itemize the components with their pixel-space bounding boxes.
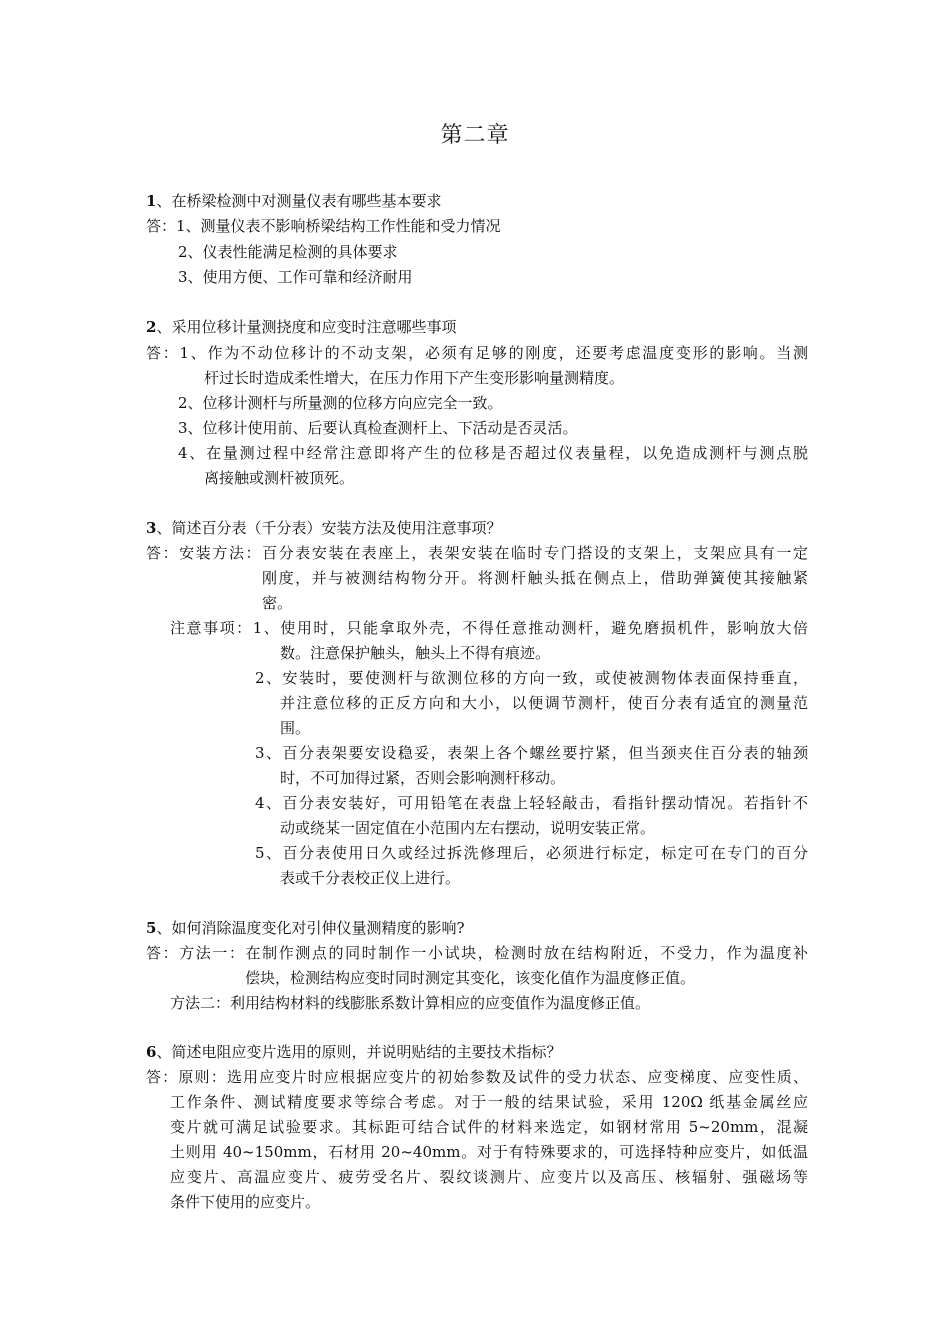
answer-line: 2、安装时，要使测杆与欲测位移的方向一致，或使被测物体表面保持垂直， bbox=[255, 669, 808, 687]
answer-line: 偿块，检测结构应变时同时测定其变化，该变化值作为温度修正值。 bbox=[245, 969, 696, 987]
question-6: 6、简述电阻应变片选用的原则，并说明贴结的主要技术指标？ bbox=[146, 1043, 562, 1061]
question-2: 2、采用位移计量测挠度和应变时注意哪些事项 bbox=[146, 318, 457, 336]
question-3: 3、简述百分表（千分表）安装方法及使用注意事项？ bbox=[146, 519, 502, 537]
answer-line: 3、位移计使用前、后要认真检查测杆上、下活动是否灵活。 bbox=[178, 419, 578, 437]
answer-line: 3、百分表架要安设稳妥，表架上各个螺丝要拧紧，但当颈夹住百分表的轴颈 bbox=[255, 744, 808, 762]
answer-line: 密。 bbox=[262, 594, 293, 612]
answer-line: 4、在量测过程中经常注意即将产生的位移是否超过仪表量程，以免造成测杆与测点脱 bbox=[178, 444, 808, 462]
answer-line: 条件下使用的应变片。 bbox=[170, 1193, 321, 1211]
answer-line: 2、仪表性能满足检测的具体要求 bbox=[178, 243, 398, 261]
answer-line: 表或千分表校正仪上进行。 bbox=[280, 869, 461, 887]
answer-line: 答：1、测量仪表不影响桥梁结构工作性能和受力情况 bbox=[146, 217, 501, 235]
answer-line: 答：安装方法：百分表安装在表座上，表架安装在临时专门搭设的支架上，支架应具有一定 bbox=[146, 544, 808, 562]
question-5: 5、如何消除温度变化对引伸仪量测精度的影响? bbox=[146, 919, 465, 937]
answer-line: 方法二：利用结构材料的线膨胀系数计算相应的应变值作为温度修正值。 bbox=[170, 994, 651, 1012]
answer-line: 答：1、作为不动位移计的不动支架，必须有足够的刚度，还要考虑温度变形的影响。当测 bbox=[146, 344, 808, 362]
answer-line: 动或绕某一固定值在小范围内左右摆动，说明安装正常。 bbox=[280, 819, 656, 837]
answer-line: 离接触或测杆被顶死。 bbox=[204, 469, 355, 487]
answer-line: 数。注意保护触头，触头上不得有痕迹。 bbox=[280, 644, 551, 662]
answer-line: 围。 bbox=[280, 719, 311, 737]
question-1: 1、在桥梁检测中对测量仪表有哪些基本要求 bbox=[146, 192, 442, 210]
answer-line: 4、百分表安装好，可用铅笔在表盘上轻轻敲击，看指针摆动情况。若指针不 bbox=[255, 794, 808, 812]
answer-line: 变片就可满足试验要求。其标距可结合试件的材料来选定，如钢材常用 5~20mm，混凝 bbox=[170, 1118, 808, 1136]
answer-line: 应变片、高温应变片、疲劳受名片、裂纹谈测片、应变片以及高压、核辐射、强磁场等 bbox=[170, 1168, 808, 1186]
answer-line: 答：原则：选用应变片时应根据应变片的初始参数及试件的受力状态、应变梯度、应变性质、 bbox=[146, 1068, 808, 1086]
answer-line: 工作条件、测试精度要求等综合考虑。对于一般的结果试验，采用 120Ω 纸基金属丝应 bbox=[170, 1093, 808, 1111]
answer-line: 刚度，并与被测结构物分开。将测杆触头抵在侧点上，借助弹簧使其接触紧 bbox=[262, 569, 808, 587]
answer-line: 3、使用方便、工作可靠和经济耐用 bbox=[178, 268, 413, 286]
answer-line: 答：方法一：在制作测点的同时制作一小试块，检测时放在结构附近，不受力，作为温度补 bbox=[146, 944, 808, 962]
answer-line: 土则用 40~150mm，石材用 20~40mm。对于有特殊要求的，可选择特种应变片，如低温 bbox=[170, 1143, 808, 1161]
answer-line: 杆过长时造成柔性增大，在压力作用下产生变形影响量测精度。 bbox=[204, 369, 625, 387]
answer-line: 5、百分表使用日久或经过拆洗修理后，必须进行标定，标定可在专门的百分 bbox=[255, 844, 808, 862]
answer-line: 注意事项：1、使用时，只能拿取外壳，不得任意推动测杆，避免磨损机件，影响放大倍 bbox=[170, 619, 808, 637]
answer-line: 时，不可加得过紧，否则会影响测杆移动。 bbox=[280, 769, 566, 787]
answer-line: 2、位移计测杆与所量测的位移方向应完全一致。 bbox=[178, 394, 503, 412]
answer-line: 并注意位移的正反方向和大小，以便调节测杆，使百分表有适宜的测量范 bbox=[280, 694, 808, 712]
page-title: 第二章 bbox=[440, 123, 510, 148]
